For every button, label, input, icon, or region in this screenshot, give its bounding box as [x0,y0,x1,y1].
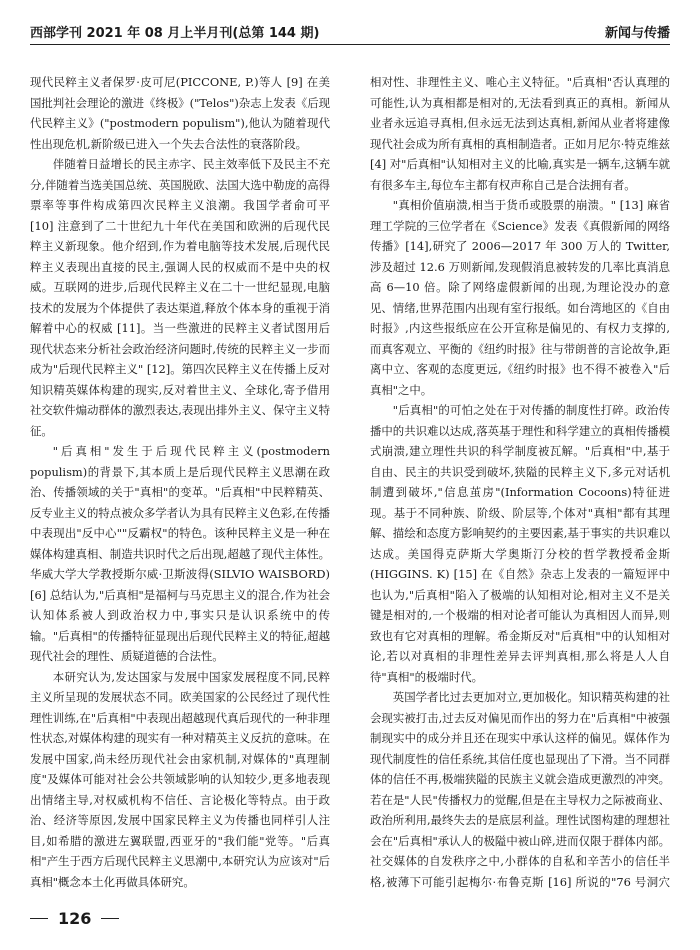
paragraph: "后真相"的可怕之处在于对传播的制度性打碎。政治传播中的共识难以达成,落英基于理性和科学建立的真相传播模式崩溃,建立理性共识的科学制度被瓦解。"后真相"中,基于自由、民主的共识受到破坏,狭隘的民粹主义下,多元对话机制遭到破坏,"信息茧房"(Information Cocoons)特征进现。基于不同种族、阶级、阶层等,个体对"真相"都有其理解、描绘和态度方影响契约的主要因素,基于事实的共识难以达成。美国得克萨斯大学奥斯汀分校的哲学教授希金斯(HIGGINS. K) [15] 在《自然》杂志上发表的一篇短评中也认为,"后真相"陷入了极端的认知相对论,相对主义不是关键是相对的,一个极端的相对论者可能认为真相因人而异,则致也有它对真相的理解。希金斯反对"后真相"中的认知相对论,若以对真相的非理性差异去评判真相,那么将是人人自待"真相"的极端时代。 [370,403,670,684]
paragraph: 伴随着日益增长的民主赤字、民主效率低下及民主不充分,伴随着当选美国总统、英国脱欧、法国大选中勒庞的高得票率等事件构成第四次民粹主义浪潮。我国学者俞可平 [10] 注意到了二十世纪九十年代在美国和欧洲的后现代民粹主义新现象。他介绍到,作为着电脑等技术发展,后现代民粹主义表现出直接的民主,强调人民的权威而不是中央的权威。互联网的进步,后现代民粹主义在二十一世纪显现,电脑技术的发展为个体提供了表达渠道,释放个体本身的重视于消解着中心的权威 [11]。当一些激进的民粹主义者试图用后现代状态来分析社会政治经济问题时,传统的民粹主义一步而成为"后现代民粹主义" [12]。第四次民粹主义在传播上反对知识精英媒体构建的现实,反对着世主义、全球化,寄予借用社交软件煽动群体的激烈表达,表现出排外主义、保守主义特征。 [30,157,330,438]
paragraph: "后真相"发生于后现代民粹主义(postmodern populism)的背景下,其本质上是后现代民粹主义思潮在政治、传播领域的关于"真相"的变革。"后真相"中民粹精英、反专业主义的特点被众多学者认为具有民粹主义色彩,在传播中表现出"反中心""反霸权"的特色。该种民粹主义是一种在媒体构建真相、制造共识时代之后出现,超越了现代主体性。华威大学大学教授斯尔威·卫斯波得(SILVIO WAISBORD) [6] 总结认为,"后真相"是福柯与马克思主义的混合,作为社会认知体系被人到政治权力中,事实只是认识系统中的传输。"后真相"的传播特征显现出后现代民粹主义的特征,超越现代社会的理性、质疑道德的合法性。 [30,444,330,663]
page-number: 126 [58,908,92,928]
paragraph: 相对性、非理性主义、唯心主义特征。"后真相"否认真理的可能性,认为真相都是相对的,无法看到真正的真相。新闻从业者永远追寻真相,但永远无法到达真相,新闻从业者将建像现代社会成为所有真相的真相制造者。正如月尼尔·特克维兹 [4] 对"后真相"认知相对主义的比喻,真实是一辆车,这辆车就有很多车主,每位车主都有权声称自己是合法拥有者。 [370,75,670,192]
paragraph: 英国学者比过去更加对立,更加极化。知识精英构建的社会现实被打击,过去反对偏见而作出的努力在"后真相"中被强制现实中的成分并且还在现实中承认这样的偏见。媒体作为现代制度性的信任系统,其信任度也显现出了下滑。当不同群体的信任不再,极端狭隘的民族主义就会造成更激烈的冲突。若在是"人民"传播权力的觉醒,但是在主导权力之际被商业、政治所利用,最终失去的是底层利益。理性试图构建的理想社会在"后真相"承认人的极隘中被山碎,进而仅限于群体内部。社交媒体的自发秩序之中,小群体的自私和辛苦小的信任半格,被薄下可能引起梅尔·布鲁克斯 [16] 所说的"76 号洞穴 [370,690,670,889]
paragraph: 现代民粹主义者保罗·皮可尼(PICCONE, P.)等人 [9] 在美国批判社会理论的激进《终极》("Telos")杂志上发表《后现代民粹主义》("postmodern populism"),他认为随着现代性出现危机,新阶级已进入一个失去合法性的衰落阶段。 [30,75,330,151]
page-footer [30,905,119,931]
footer-dash-left [30,918,48,919]
right-column [370,72,670,892]
left-column [30,72,330,892]
running-header [30,22,670,45]
journal-title: 西部学刊 2021 年 08 月上半月刊(总第 144 期) [30,26,320,41]
footer-dash-right [101,918,119,919]
section-title: 新闻与传播 [604,26,670,41]
paragraph: "真相价值崩溃,相当于货币或股票的崩溃。" [13] 麻省理工学院的三位学者在《Science》发表《真假新闻的网络传播》[14],研究了 2006—2017 年 300 万人的 Twitter,涉及超过 12.6 万则新闻,发现假消息被转发的几率比真消息高 6—10 倍。除了网络虚假新闻的出现,为理论没办的意见、情绪,世界范围内出现有室行报纸。如台湾地区的《自由时报》,内这些报纸应在公开宣称是偏见的、有权力支撑的,而真客观立、平衡的《纽约时报》往与带朗普的言论故争,距离中立、客观的态度更远,《纽约时报》也不得不被卷入"后真相"之中。 [370,198,670,397]
paragraph: 本研究认为,发达国家与发展中国家发展程度不同,民粹主义所呈现的发展状态不同。欧美国家的公民经过了现代性理性训练,在"后真相"中表现出超越现代真后现代的一种非理性状态,对媒体构建的现实有一种对精英主义反抗的意味。在发展中国家,尚未经历现代社会由家机制,对媒体的"真理制度"及媒体可能对社会公共领域影响的认知较少,更多地表现出情绪主导,对权威机构不信任、言论极化等特点。由于政治、经济等原因,发展中国家民粹主义为传播也同样引人注目,如希腊的激进左翼联盟,西亚牙的"我们能"党等。"后真相"产生于西方后现代民粹主义思潮中,本研究认为应该对"后真相"概念本土化再做具体研究。 [30,669,330,889]
